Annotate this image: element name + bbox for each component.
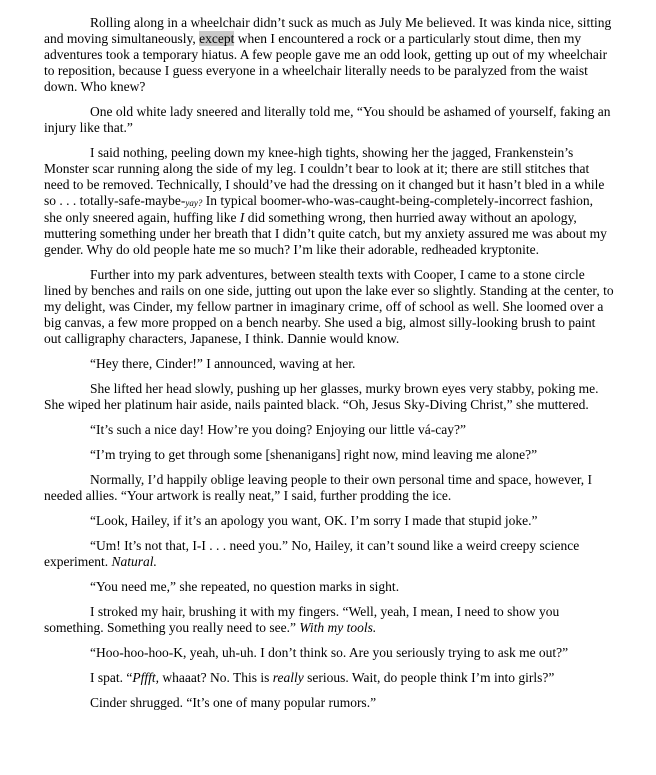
text-run: In typical boomer-who-was-caught-being-completely-incorrect fashion, she only sneered again, huffing like <box>44 193 594 225</box>
paragraph <box>44 145 614 258</box>
text-run: One old white lady sneered and literally told me, “You should be ashamed of yourself, faking an injury like that.” <box>44 104 611 135</box>
paragraph <box>44 513 614 529</box>
paragraph <box>44 15 614 95</box>
paragraph <box>44 356 614 372</box>
text-run: “Um! It’s not that, I-I . . . need you.” No, Hailey, it can’t sound like a weird creepy science experiment. <box>44 538 580 569</box>
paragraph <box>44 267 614 347</box>
text-run: “Hey there, Cinder!” I announced, waving at her. <box>90 356 356 371</box>
text-run: did something wrong, then hurried away without an apology, muttering something under her breath that I didn’t quite catch, but my anxiety assured me was about my gender. Why do old people hate me so much? I’m like their adorable, redheaded kryptonite. <box>44 210 607 257</box>
text-run: yay? <box>185 198 203 208</box>
paragraph <box>44 695 614 711</box>
paragraph <box>44 579 614 595</box>
text-run: She lifted her head slowly, pushing up her glasses, murky brown eyes very stabby, poking me. She wiped her platinum hair aside, nails painted black. “Oh, Jesus Sky-Diving Christ,” she muttered. <box>44 381 599 412</box>
text-run: “Hoo-hoo-hoo-K, yeah, uh-uh. I don’t think so. Are you seriously trying to ask me out?” <box>90 645 569 660</box>
text-run: Further into my park adventures, between stealth texts with Cooper, I came to a stone circle lined by benches and rails on one side, jutting out upon the lake ever so slightly. Standing at the center, to my delight, was Cinder, my fellow partner in imaginary crime, off of school as well. She loomed over a big canvas, a few more propped on a bench nearby. She used a big, almost silly-looking brush to paint out calligraphy characters, Japanese, I think. Dannie would know. <box>44 267 614 346</box>
text-run: With my tools. <box>299 620 377 635</box>
paragraph <box>44 447 614 463</box>
text-run: really <box>272 670 304 685</box>
paragraph <box>44 645 614 661</box>
text-run: “It’s such a nice day! How’re you doing? Enjoying our little vá-cay?” <box>90 422 466 437</box>
text-run: serious. Wait, do people think I’m into girls?” <box>303 670 555 685</box>
paragraph <box>44 104 614 136</box>
text-run: I <box>239 210 245 225</box>
paragraph <box>44 381 614 413</box>
document-body <box>44 15 614 711</box>
highlighted-word: except <box>199 31 235 46</box>
text-run: when I encountered a rock or a particularly stout dime, then my adventures took a temporary hiatus. A few people gave me an odd look, getting up out of my wheelchair to reposition, because I guess everyone in a wheelchair literally needs to be paralyzed from the waist down. Who knew? <box>44 31 608 94</box>
text-run: Rolling along in a wheelchair didn’t suck as much as July Me believed. It was kinda nice, sitting and moving simultaneously, <box>44 15 612 46</box>
text-run: Cinder shrugged. “It’s one of many popular rumors.” <box>90 695 377 710</box>
paragraph <box>44 604 614 636</box>
text-run: “I’m trying to get through some [shenanigans] right now, mind leaving me alone?” <box>90 447 538 462</box>
text-run: “You need me,” she repeated, no question marks in sight. <box>90 579 400 594</box>
paragraph <box>44 538 614 570</box>
paragraph <box>44 670 614 686</box>
text-run: Normally, I’d happily oblige leaving people to their own personal time and space, however, I needed allies. “Your artwork is really neat,” I said, further prodding the ice. <box>44 472 593 503</box>
text-run: Pffft, <box>132 670 159 685</box>
text-run: whaaat? No. This is <box>158 670 273 685</box>
text-run: Natural. <box>111 554 157 569</box>
text-run: I stroked my hair, brushing it with my fingers. “Well, yeah, I mean, I need to show you something. Something you really need to see.” <box>44 604 560 635</box>
text-run: I said nothing, peeling down my knee-high tights, showing her the jagged, Frankenstein’s Monster scar running along the side of my leg. I couldn’t bear to look at it; there are still stitches that need to be removed. Technically, I should’ve had the dressing on it changed but it hasn’t bled in a while so . . . totally-safe-maybe- <box>44 145 605 208</box>
paragraph <box>44 472 614 504</box>
paragraph <box>44 422 614 438</box>
text-run: I spat. “ <box>90 670 133 685</box>
text-run: “Look, Hailey, if it’s an apology you want, OK. I’m sorry I made that stupid joke.” <box>90 513 538 528</box>
